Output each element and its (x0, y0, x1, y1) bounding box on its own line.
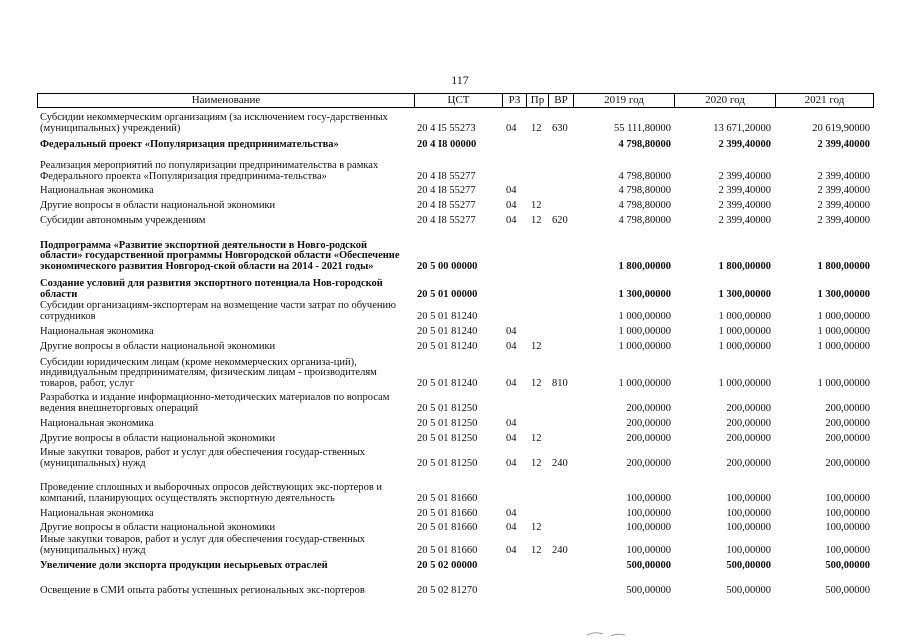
table-header (37, 93, 874, 108)
row-name: Субсидии организациям-экспортерам на возмещение части затрат по обучению сотрудников (40, 300, 396, 322)
header-name: Наименование (191, 94, 261, 106)
row-year-2020: 100,00000 (726, 521, 771, 533)
row-name: Разработка и издание информационно-методических материалов по вопросам ведения внешнеторговых операций (40, 392, 390, 414)
row-year-2020: 200,00000 (726, 402, 771, 414)
row-year-2021: 200,00000 (825, 417, 870, 429)
row-cst: 20 4 I8 00000 (417, 138, 477, 150)
row-cst: 20 5 00 00000 (417, 260, 478, 272)
row-year-2020: 1 000,00000 (718, 377, 771, 389)
row-year-2021: 100,00000 (825, 521, 870, 533)
table-row (37, 519, 874, 533)
row-name: Проведение сплошных и выборочных опросов действующих экс-портеров и компаний, планирующих осуществлять экспортную деятельность (40, 482, 383, 504)
row-year-2020: 200,00000 (726, 417, 771, 429)
row-cst: 20 5 01 81660 (417, 507, 478, 519)
row-year-2019: 4 798,80000 (618, 138, 671, 150)
row-rz: 04 (506, 521, 517, 533)
header-pr: Пр (526, 94, 548, 107)
row-year-2020: 2 399,40000 (718, 170, 771, 182)
table-row (37, 301, 874, 322)
row-cst: 20 5 01 81240 (417, 310, 478, 322)
row-year-2020: 100,00000 (726, 544, 771, 556)
row-year-2019: 200,00000 (626, 457, 671, 469)
row-year-2021: 1 300,00000 (817, 288, 870, 300)
row-year-2021: 2 399,40000 (817, 214, 870, 226)
row-rz: 04 (506, 377, 517, 389)
row-year-2019: 4 798,80000 (618, 199, 671, 211)
table-row (37, 150, 874, 182)
table-row (37, 338, 874, 352)
row-name: Национальная экономика (40, 417, 154, 429)
row-year-2021: 2 399,40000 (817, 184, 870, 196)
row-vr: 630 (552, 122, 568, 134)
row-year-2020: 200,00000 (726, 432, 771, 444)
row-year-2021: 2 399,40000 (817, 138, 870, 150)
row-vr: 240 (552, 457, 568, 469)
row-cst: 20 5 01 00000 (417, 288, 478, 300)
row-year-2019: 100,00000 (626, 521, 671, 533)
row-cst: 20 5 01 81240 (417, 377, 478, 389)
row-rz: 04 (506, 214, 517, 226)
row-name: Иные закупки товаров, работ и услуг для обеспечения государ-ственных (муниципальных) нужд (40, 534, 366, 556)
row-rz: 04 (506, 184, 517, 196)
row-year-2019: 1 800,00000 (618, 260, 671, 272)
row-year-2020: 13 671,20000 (713, 122, 771, 134)
page-number: 117 (451, 73, 469, 87)
header-2019: 2019 год (573, 94, 674, 107)
row-vr: 240 (552, 544, 568, 556)
row-year-2019: 4 798,80000 (618, 214, 671, 226)
row-year-2019: 1 000,00000 (618, 325, 671, 337)
row-year-2019: 4 798,80000 (618, 184, 671, 196)
row-year-2019: 100,00000 (626, 492, 671, 504)
row-pr: 12 (531, 432, 542, 444)
table-row (37, 534, 874, 556)
row-year-2021: 500,00000 (825, 584, 870, 596)
row-year-2021: 200,00000 (825, 402, 870, 414)
table-row (37, 470, 874, 504)
table-row (37, 228, 874, 272)
table-row (37, 505, 874, 519)
row-pr: 12 (531, 521, 542, 533)
row-name: Федеральный проект «Популяризация предпринимательства» (40, 138, 339, 150)
row-rz: 04 (506, 325, 517, 337)
table-row (37, 197, 874, 211)
row-rz: 04 (506, 417, 517, 429)
row-name: Создание условий для развития экспортного потенциала Нов-городской области (40, 278, 383, 300)
row-name: Освещение в СМИ опыта работы успешных региональных экс-портеров (40, 584, 365, 596)
row-rz: 04 (506, 457, 517, 469)
row-name: Национальная экономика (40, 184, 154, 196)
row-year-2020: 2 399,40000 (718, 214, 771, 226)
row-year-2021: 200,00000 (825, 457, 870, 469)
row-name: Иные закупки товаров, работ и услуг для обеспечения государ-ственных (муниципальных) нужд (40, 447, 366, 469)
row-rz: 04 (506, 507, 517, 519)
row-year-2020: 200,00000 (726, 457, 771, 469)
table-row (37, 136, 874, 150)
row-year-2019: 55 111,80000 (614, 122, 671, 134)
row-year-2021: 100,00000 (825, 507, 870, 519)
table-row (37, 557, 874, 571)
table-row (37, 274, 874, 300)
row-name: Увеличение доли экспорта продукции несырьевых отраслей (40, 559, 328, 571)
row-cst: 20 5 01 81250 (417, 417, 478, 429)
row-name: Субсидии некоммерческим организациям (за исключением госу-дарственных (муниципальных) учреждений) (40, 112, 388, 134)
row-cst: 20 5 01 81250 (417, 457, 478, 469)
row-year-2021: 1 800,00000 (817, 260, 870, 272)
table-row (37, 415, 874, 429)
row-name: Субсидии юридическим лицам (кроме некоммерческих организа-ций), индивидуальным предпринимателям, физическим лицам - производителям товаров, работ, услуг (40, 356, 377, 389)
row-name: Другие вопросы в области национальной экономики (40, 340, 276, 352)
row-year-2019: 1 000,00000 (618, 310, 671, 322)
row-cst: 20 5 01 81250 (417, 432, 478, 444)
row-cst: 20 4 I8 55277 (417, 214, 476, 226)
row-year-2020: 100,00000 (726, 507, 771, 519)
row-year-2020: 500,00000 (726, 559, 771, 571)
row-year-2021: 100,00000 (825, 544, 870, 556)
row-pr: 12 (531, 377, 542, 389)
row-year-2021: 20 619,90000 (812, 122, 870, 134)
row-year-2019: 4 798,80000 (618, 170, 671, 182)
row-year-2020: 1 300,00000 (718, 288, 771, 300)
row-pr: 12 (531, 340, 542, 352)
row-pr: 12 (531, 457, 542, 469)
header-rz: РЗ (502, 94, 526, 107)
row-rz: 04 (506, 432, 517, 444)
row-rz: 04 (506, 199, 517, 211)
row-name: Другие вопросы в области национальной экономики (40, 199, 276, 211)
row-pr: 12 (531, 199, 542, 211)
row-year-2020: 100,00000 (726, 492, 771, 504)
row-cst: 20 5 02 81270 (417, 584, 478, 596)
row-pr: 12 (531, 214, 542, 226)
row-cst: 20 4 I5 55273 (417, 122, 476, 134)
row-year-2019: 100,00000 (626, 544, 671, 556)
row-name: Другие вопросы в области национальной экономики (40, 521, 276, 533)
row-name: Национальная экономика (40, 325, 154, 337)
row-year-2020: 2 399,40000 (718, 199, 771, 211)
row-rz: 04 (506, 544, 517, 556)
row-year-2020: 1 000,00000 (718, 325, 771, 337)
row-cst: 20 5 01 81660 (417, 492, 478, 504)
header-vr: ВР (548, 94, 573, 107)
row-rz: 04 (506, 122, 517, 134)
row-year-2019: 1 000,00000 (618, 377, 671, 389)
row-year-2021: 100,00000 (825, 492, 870, 504)
header-2021: 2021 год (775, 94, 873, 107)
table-row (37, 182, 874, 196)
row-vr: 620 (552, 214, 568, 226)
row-cst: 20 5 01 81250 (417, 402, 478, 414)
row-year-2020: 2 399,40000 (718, 184, 771, 196)
row-vr: 810 (552, 377, 568, 389)
row-year-2019: 100,00000 (626, 507, 671, 519)
row-name: Подпрограмма «Развитие экспортной деятельности в Новго-родской области» государственной программы Новгородской области «Обеспечение экономического развития Новгород-ской области на 2014 - 2021 годы» (40, 239, 400, 272)
row-year-2021: 1 000,00000 (817, 310, 870, 322)
row-rz: 04 (506, 340, 517, 352)
row-year-2020: 1 000,00000 (718, 340, 771, 352)
row-year-2019: 1 000,00000 (618, 340, 671, 352)
row-year-2021: 2 399,40000 (817, 199, 870, 211)
row-year-2019: 200,00000 (626, 402, 671, 414)
row-year-2019: 200,00000 (626, 432, 671, 444)
row-year-2019: 200,00000 (626, 417, 671, 429)
row-cst: 20 5 01 81660 (417, 521, 478, 533)
header-2020: 2020 год (674, 94, 775, 107)
row-cst: 20 5 01 81660 (417, 544, 478, 556)
row-cst: 20 4 I8 55277 (417, 184, 476, 196)
row-year-2019: 500,00000 (626, 559, 671, 571)
row-name: Субсидии автономным учреждениям (40, 214, 206, 226)
row-name: Другие вопросы в области национальной экономики (40, 432, 276, 444)
row-year-2021: 1 000,00000 (817, 325, 870, 337)
row-year-2020: 500,00000 (726, 584, 771, 596)
row-year-2021: 1 000,00000 (817, 340, 870, 352)
row-year-2021: 500,00000 (825, 559, 870, 571)
row-name: Реализация мероприятий по популяризации предпринимательства в рамках Федерального проекта «Популяризация предпринима-тельства» (40, 160, 379, 182)
table-row (37, 445, 874, 469)
table-row (37, 353, 874, 389)
row-cst: 20 5 01 81240 (417, 325, 478, 337)
row-year-2020: 1 800,00000 (718, 260, 771, 272)
row-year-2021: 1 000,00000 (817, 377, 870, 389)
scan-mark (585, 630, 635, 636)
row-cst: 20 4 I8 55277 (417, 170, 476, 182)
table-row (37, 572, 874, 596)
row-cst: 20 5 02 00000 (417, 559, 478, 571)
table-row (37, 323, 874, 337)
table-row (37, 212, 874, 226)
row-year-2021: 200,00000 (825, 432, 870, 444)
header-cst: ЦСТ (414, 94, 502, 107)
row-year-2020: 1 000,00000 (718, 310, 771, 322)
row-pr: 12 (531, 544, 542, 556)
row-pr: 12 (531, 122, 542, 134)
table-row (37, 110, 874, 134)
row-name: Национальная экономика (40, 507, 154, 519)
row-year-2019: 500,00000 (626, 584, 671, 596)
table-row (37, 390, 874, 414)
row-year-2020: 2 399,40000 (718, 138, 771, 150)
row-year-2021: 2 399,40000 (817, 170, 870, 182)
row-cst: 20 4 I8 55277 (417, 199, 476, 211)
row-year-2019: 1 300,00000 (618, 288, 671, 300)
row-cst: 20 5 01 81240 (417, 340, 478, 352)
table-row (37, 430, 874, 444)
